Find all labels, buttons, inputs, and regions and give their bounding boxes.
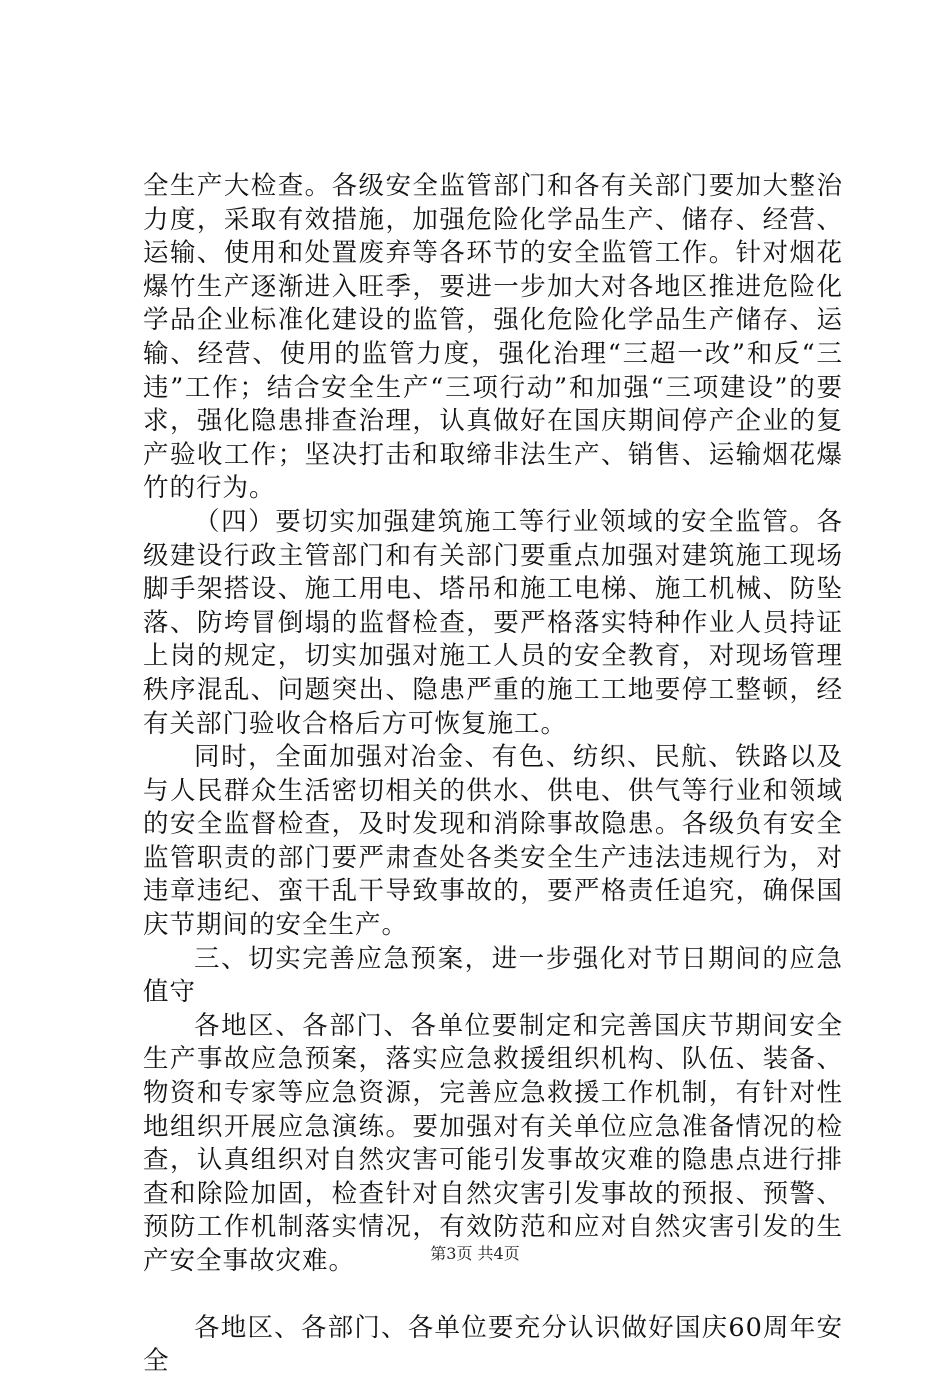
paragraph-hazardous-chemicals: 全生产大检查。各级安全监管部门和各有关部门要加大整治力度，采取有效措施，加强危险化学品生产、储存、经营、运输、使用和处置废弃等各环节的安全监管工作。针对烟花爆竹生产逐渐进入旺季，要进一步加大对各地区推进危险化学品企业标准化建设的监管，强化危险化学品生产储存、运输、经营、使用的监管力度，强化治理“三超一改”和反“三违”工作；结合安全生产“三项行动”和加强“三项建设”的要求，强化隐患排查治理，认真做好在国庆期间停产企业的复产验收工作；坚决打击和取缔非法生产、销售、运输烟花爆竹的行为。 <box>143 171 843 504</box>
paragraph-construction-safety: （四）要切实加强建筑施工等行业领域的安全监管。各级建设行政主管部门和有关部门要重点加强对建筑施工现场脚手架搭设、施工用电、塔吊和施工电梯、施工机械、防坠落、防垮冒倒塌的监督检查，要严格落实特种作业人员持证上岗的规定，切实加强对施工人员的安全教育，对现场管理秩序混乱、问题突出、隐患严重的施工工地要停工整顿，经有关部门验收合格后方可恢复施工。 <box>143 506 843 739</box>
section-heading-emergency: 三、切实完善应急预案，进一步强化对节日期间的应急值守 <box>143 943 843 1008</box>
document-body <box>143 170 843 1379</box>
paragraph-industry-inspection: 同时，全面加强对冶金、有色、纺织、民航、铁路以及与人民群众生活密切相关的供水、供电、供气等行业和领域的安全监督检查，及时发现和消除事故隐患。各级负有安全监管职责的部门要严肃查处各类安全生产违法违规行为，对违章违纪、蛮干乱干导致事故的，要严格责任追究，确保国庆节期间的安全生产。 <box>143 742 843 941</box>
paragraph-spacer <box>143 1279 843 1312</box>
paragraph-closing: 各地区、各部门、各单位要充分认识做好国庆60周年安全 <box>143 1312 843 1377</box>
page-number-footer: 第3页 共4页 <box>430 1244 520 1263</box>
paragraph-emergency-plans: 各地区、各部门、各单位要制定和完善国庆节期间安全生产事故应急预案，落实应急救援组织机构、队伍、装备、物资和专家等应急资源，完善应急救援工作机制，有针对性地组织开展应急演练。要加强对有关单位应急准备情况的检查，认真组织对自然灾害可能引发事故灾难的隐患点进行排查和除险加固，检查针对自然灾害引发事故的预报、预警、预防工作机制落实情况，有效防范和应对自然灾害引发的生产安全事故灾难。 <box>143 1010 843 1276</box>
